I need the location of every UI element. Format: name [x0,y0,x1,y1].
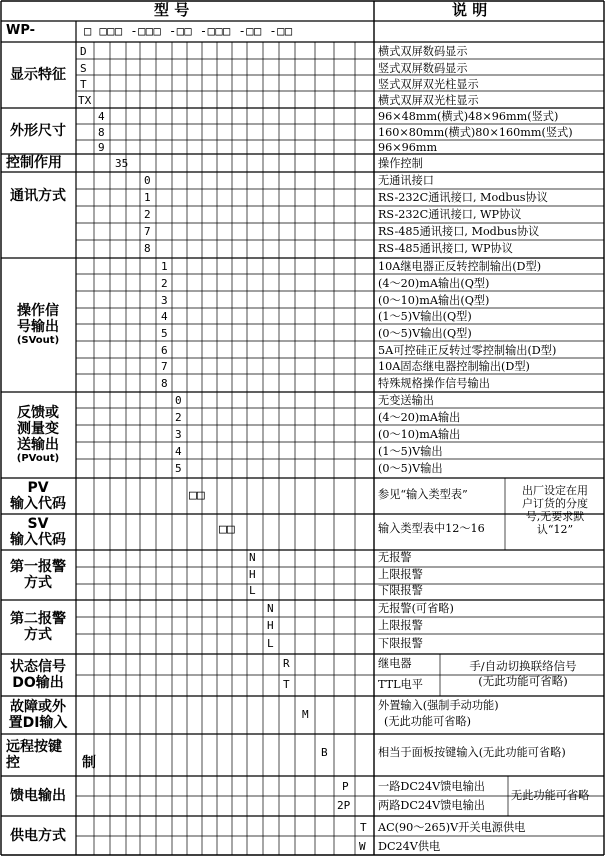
do-code-t: T [283,678,290,691]
display-code-t: T [80,78,87,91]
pvout-code-5: 5 [175,462,182,475]
pv-input-desc: 参见“输入类型表” [378,488,468,501]
comm-code-0: 0 [144,174,151,187]
size-code-8: 8 [98,126,105,139]
alarm2-code-n: N [267,602,274,615]
feed-code-2p: 2P [337,799,351,812]
svout-code-7: 7 [161,360,168,373]
comm-code-2: 2 [144,208,151,221]
sv-input-code: □□ [219,522,235,537]
do-note: 手/自动切换联络信号 (无此功能可省略) [469,659,577,688]
power-code-t: T [360,821,367,834]
power-desc-w: DC24V供电 [378,840,441,853]
di-desc-2: (无此功能可省略) [384,715,472,728]
display-desc-s: 竖式双屏数码显示 [378,62,468,75]
model-prefix: WP- [6,23,36,38]
feed-note: 无此功能可省略 [511,789,590,802]
alarm2-label: 第二报警 方式 [10,611,66,643]
svout-code-3: 3 [161,294,168,307]
svout-code-6: 6 [161,344,168,357]
do-desc-relay: 继电器 [378,657,412,670]
remote-key-label: 远程按键 控 [6,739,62,771]
comm-label: 通讯方式 [10,188,66,204]
svout-desc-6: 5A可控硅正反转过零控制输出(D型) [378,344,557,357]
size-code-9: 9 [98,141,105,154]
svout-code-1: 1 [161,260,168,273]
svout-desc-3: (0～10)mA输出(Q型) [378,294,490,307]
feed-desc-2p: 两路DC24V馈电输出 [378,799,485,812]
svout-desc-7: 10A固态继电器控制输出(D型) [378,360,530,373]
description-header: 说 明 [452,1,488,19]
pvout-desc-5: (0～5)V输出 [378,462,443,475]
di-desc-1: 外置输入(强制手动功能) [378,699,499,712]
alarm2-desc-h: 上限报警 [378,619,423,632]
comm-code-1: 1 [144,191,151,204]
feed-code-p: P [342,780,349,793]
alarm2-desc-l: 下限报警 [378,637,423,650]
comm-desc-8: RS-485通讯接口, WP协议 [378,242,513,255]
pvout-label: 反馈或 测量变 送输出 (PVout) [16,405,60,464]
code-pattern: □ □□□ -□□□ -□□ -□□□ -□□ -□□ [84,24,293,38]
alarm1-desc-h: 上限报警 [378,568,423,581]
control-desc: 操作控制 [378,157,423,170]
svout-label: 操作信 号输出 (SVout) [16,303,60,346]
svout-code-8: 8 [161,377,168,390]
comm-desc-0: 无通讯接口 [378,174,434,187]
comm-desc-1: RS-232C通讯接口, Modbus协议 [378,191,548,204]
sv-input-desc: 输入类型表中12～16 [378,522,485,535]
control-label: 控制作用 [6,155,62,171]
alarm1-code-l: L [249,584,256,597]
remote-key-code-b: B [321,746,328,759]
power-code-w: W [359,840,366,853]
display-label: 显示特征 [10,67,66,83]
svout-code-4: 4 [161,310,168,323]
svout-code-2: 2 [161,277,168,290]
comm-code-7: 7 [144,225,151,238]
display-code-s: S [80,62,87,75]
model-header: 型 号 [154,1,190,19]
comm-desc-2: RS-232C通讯接口, WP协议 [378,208,522,221]
comm-desc-7: RS-485通讯接口, Modbus协议 [378,225,540,238]
remote-key-label-tail: 制 [82,755,96,771]
display-desc-d: 横式双屏数码显示 [378,45,468,58]
size-label: 外形尺寸 [10,123,66,139]
di-input-label: 故障或外 置DI输入 [8,699,68,731]
alarm1-desc-l: 下限报警 [378,584,423,597]
do-code-r: R [283,657,290,670]
svout-code-5: 5 [161,327,168,340]
alarm2-desc-n: 无报警(可省略) [378,602,454,615]
svout-desc-1: 10A继电器正反转控制输出(D型) [378,260,542,273]
pvout-code-0: 0 [175,394,182,407]
power-label: 供电方式 [10,828,66,844]
size-desc-8: 160×80mm(横式)80×160mm(竖式) [378,126,573,139]
pvout-code-2: 2 [175,411,182,424]
display-code-tx: TX [78,94,92,107]
alarm1-code-n: N [249,551,256,564]
alarm1-desc-n: 无报警 [378,551,412,564]
size-desc-9: 96×96mm [378,141,438,154]
size-desc-4: 96×48mm(横式)48×96mm(竖式) [378,110,559,123]
do-desc-ttl: TTL电平 [378,678,423,691]
sv-default-note: 出厂设定在用 户订货的分度 号,无要求默 认“12” [522,484,588,536]
pv-input-code: □□ [189,488,205,503]
pvout-desc-4: (1～5)V输出 [378,445,443,458]
display-desc-tx: 横式双屏双光柱显示 [378,94,479,107]
feed-output-label: 馈电输出 [10,788,66,804]
alarm2-code-l: L [267,637,274,650]
do-output-label: 状态信号 DO输出 [10,659,66,691]
di-code-m: M [302,708,309,721]
sv-input-label: SV 输入代码 [10,516,66,548]
alarm2-code-h: H [267,619,274,632]
pvout-code-3: 3 [175,428,182,441]
size-code-4: 4 [98,110,105,123]
display-desc-t: 竖式双屏双光柱显示 [378,78,479,91]
svout-desc-8: 特殊规格操作信号输出 [378,377,490,390]
pv-input-label: PV 输入代码 [10,480,66,512]
alarm1-label: 第一报警 方式 [10,559,66,591]
pvout-desc-0: 无变送输出 [378,394,434,407]
pvout-code-4: 4 [175,445,182,458]
power-desc-t: AC(90～265)V开关电源供电 [378,821,526,834]
alarm1-code-h: H [249,568,256,581]
remote-key-desc: 相当于面板按键输入(无此功能可省略) [378,746,566,759]
display-code-d: D [80,45,87,58]
svout-desc-2: (4～20)mA输出(Q型) [378,277,490,290]
pvout-desc-2: (4～20)mA输出 [378,411,461,424]
control-code: 35 [115,157,129,170]
svout-desc-4: (1～5)V输出(Q型) [378,310,472,323]
pvout-desc-3: (0～10)mA输出 [378,428,461,441]
comm-code-8: 8 [144,242,151,255]
feed-desc-p: 一路DC24V馈电输出 [378,780,485,793]
svout-desc-5: (0～5)V输出(Q型) [378,327,472,340]
